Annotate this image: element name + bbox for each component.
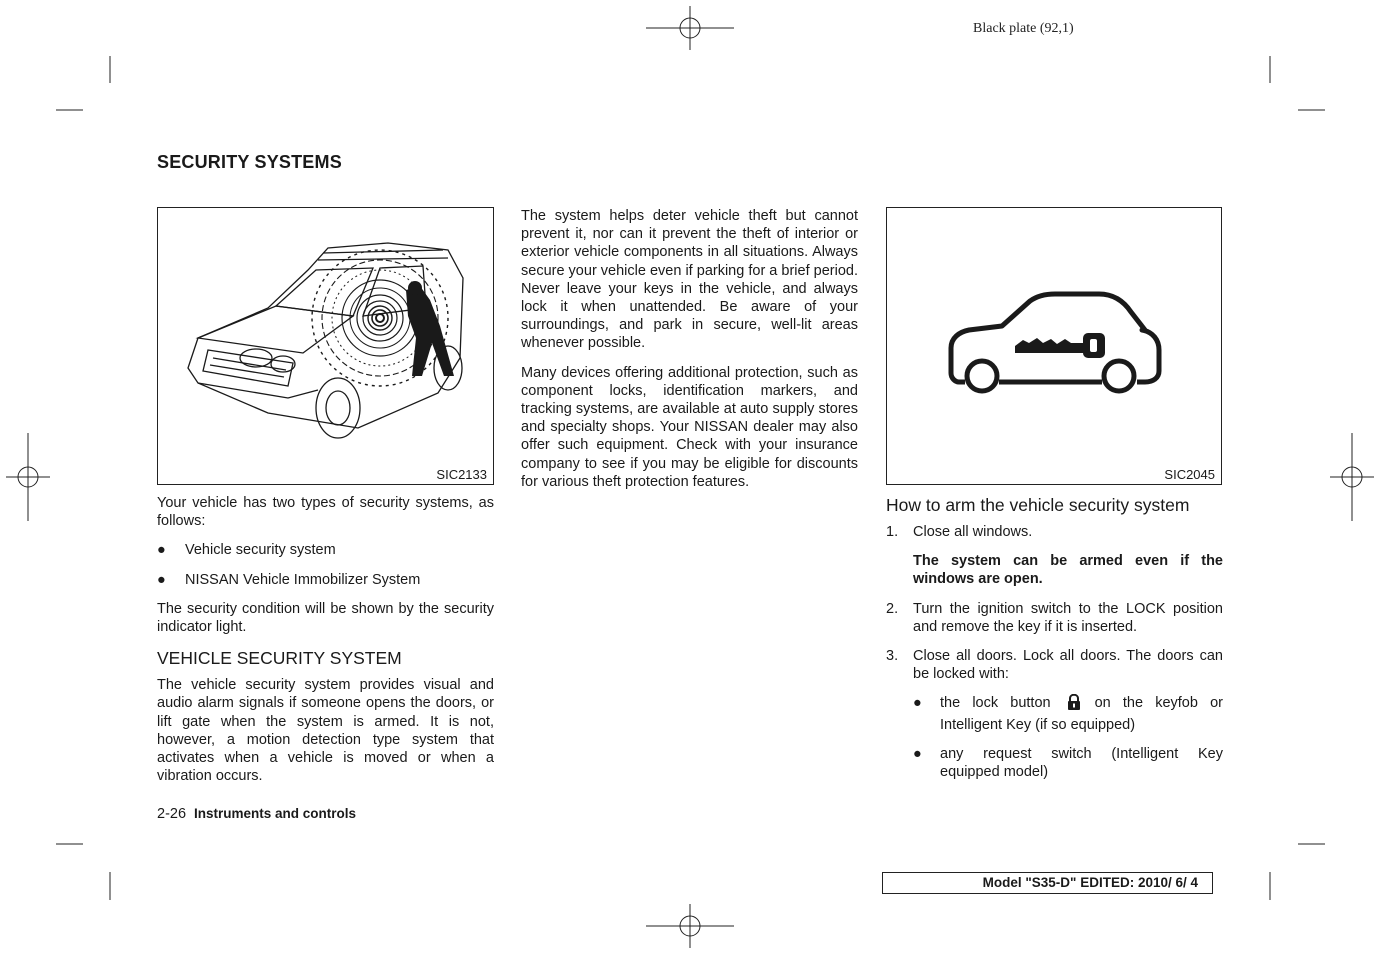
list-item — [157, 571, 494, 589]
figure-code: SIC2045 — [1164, 467, 1215, 482]
bullet-icon: ● — [157, 542, 166, 559]
figure-car-key — [886, 207, 1222, 485]
body-paragraph: Many devices offering additional protection, such as component locks, identification markers, and tracking systems, are available at auto supply stores and specialty shops. Your NISSAN dealer may also offer such equipment. Check with your insurance company to see if you may be eligible for discounts for various theft protection features. — [521, 364, 858, 490]
bullet-icon: ● — [157, 571, 166, 588]
condition-paragraph: The security condition will be shown by the security indicator light. — [157, 600, 494, 636]
list-item-text: NISSAN Vehicle Immobilizer System — [185, 571, 421, 588]
column-middle — [521, 207, 858, 502]
column-right — [886, 494, 1223, 792]
list-item — [157, 541, 494, 559]
step-text: Close all doors. Lock all doors. The doors can be locked with: — [913, 648, 1223, 683]
section-heading: SECURITY SYSTEMS — [157, 152, 342, 172]
list-item-text: the lock button — [940, 695, 1051, 712]
list-item-text: Vehicle security system — [185, 542, 336, 559]
figure-suv-alarm — [157, 207, 494, 485]
list-item — [913, 745, 1223, 781]
step-item — [886, 647, 1223, 781]
list-item-text: on the keyfob or Intelligent Key (if so equipped) — [940, 695, 1223, 733]
suv-alarm-illustration — [158, 208, 493, 484]
body-paragraph: The vehicle security system provides visual and audio alarm signals if someone opens the doors, or lift gate when the system is armed. It is not, however, a motion detection type system that activates when a vehicle is moved or when a vibration occurs. — [157, 677, 494, 785]
body-paragraph: The system helps deter vehicle theft but cannot prevent it, nor can it prevent the theft of interior or exterior vehicle components in all situations. Always secure your vehicle even if parking for a brief period. Never leave your keys in the vehicle, and always lock it when unattended. Be aware of your surroundings, and park in secure, well-lit areas whenever possible. — [521, 208, 858, 352]
list-item — [913, 694, 1223, 733]
arming-heading: How to arm the vehicle security system — [886, 495, 1190, 515]
padlock-icon — [1067, 694, 1081, 715]
plate-label: Black plate (92,1) — [973, 21, 1074, 36]
step-text: Close all windows. — [913, 524, 1033, 540]
step-number: 2. — [886, 600, 899, 617]
list-item-text: any request switch (Intelligent Key equipped model) — [940, 745, 1223, 781]
car-key-illustration — [887, 208, 1221, 484]
bullet-icon: ● — [913, 695, 922, 712]
subheading: VEHICLE SECURITY SYSTEM — [157, 648, 402, 669]
intro-paragraph: Your vehicle has two types of security systems, as follows: — [157, 495, 494, 530]
figure-code: SIC2133 — [436, 467, 487, 482]
chapter-title: Instruments and controls — [194, 806, 357, 821]
step-text: Turn the ignition switch to the LOCK position and remove the key if it is inserted. — [913, 600, 1223, 635]
step-number: 3. — [886, 648, 899, 665]
column-left — [157, 494, 494, 796]
step-number: 1. — [886, 524, 899, 540]
bullet-icon: ● — [913, 745, 922, 762]
step-item — [886, 600, 1223, 636]
step-item — [886, 523, 1223, 589]
page-footer — [157, 806, 356, 822]
page-number: 2-26 — [157, 806, 187, 822]
model-edit-label: Model "S35-D" EDITED: 2010/ 6/ 4 — [882, 872, 1213, 894]
step-note: The system can be armed even if the windows are open. — [913, 553, 1223, 588]
